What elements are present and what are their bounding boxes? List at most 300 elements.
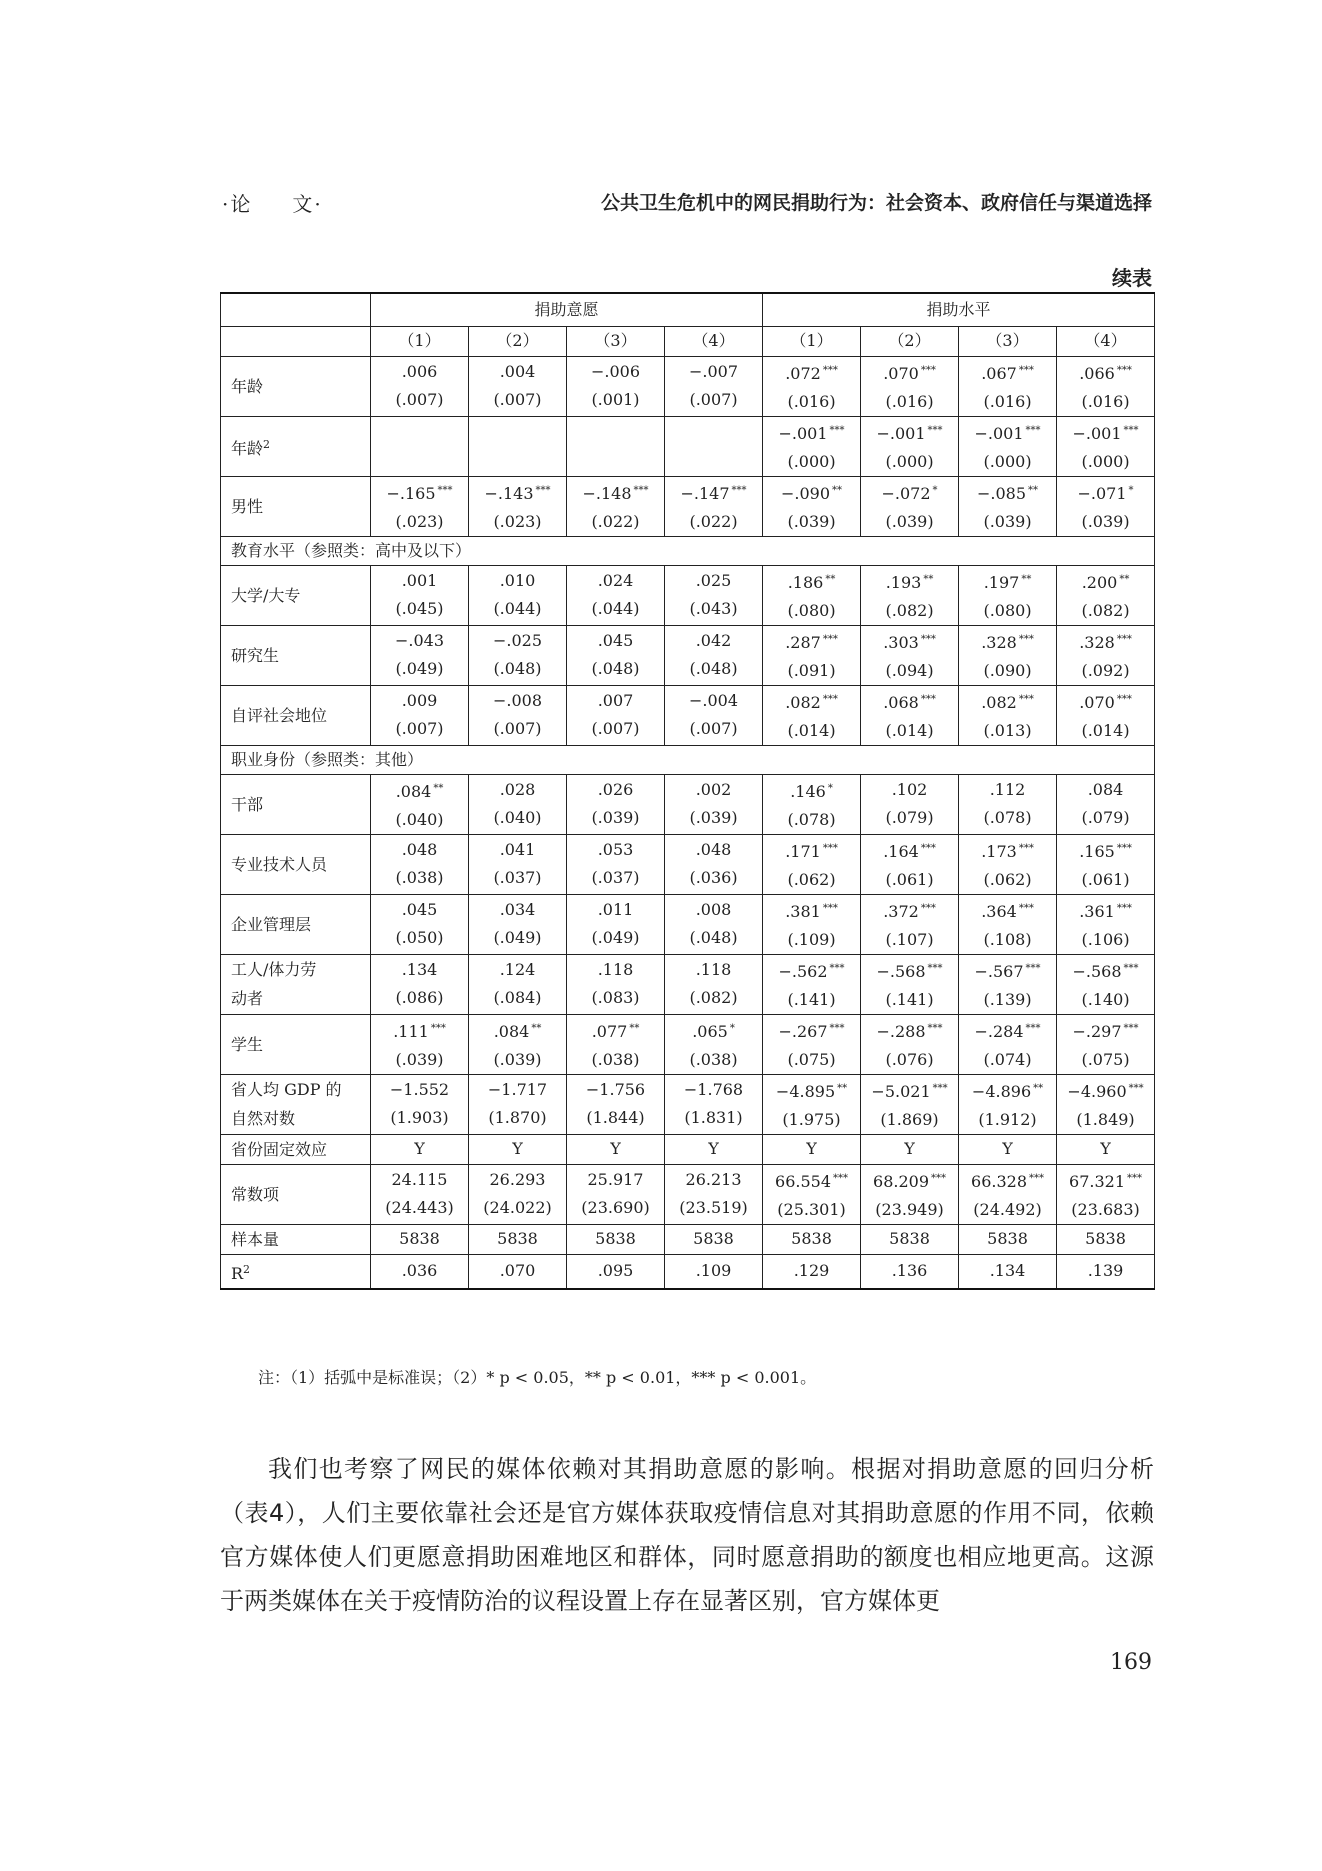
coefficient-line (1057, 1015, 1154, 1046)
row-label: 省人均 GDP 的 (231, 1080, 342, 1099)
significance-stars: *** (731, 484, 747, 496)
coefficient: −.288 (876, 1021, 926, 1041)
row-label-cell (221, 625, 371, 685)
value-cell: .036 (371, 1254, 469, 1289)
coefficient: .124 (499, 960, 536, 979)
standard-error: (.082) (689, 988, 738, 1007)
coefficient-line (665, 956, 762, 984)
value-cell: Y (371, 1134, 469, 1164)
section-label-cell: 教育水平（参照类：高中及以下） (221, 536, 1155, 565)
coefficient-line (371, 567, 468, 595)
coefficient-line (665, 358, 762, 386)
estimate-cell (959, 954, 1057, 1014)
estimate-cell (665, 1074, 763, 1134)
estimate-cell (1057, 954, 1155, 1014)
standard-error: (.106) (1081, 929, 1130, 949)
row-label: 研究生 (231, 645, 280, 665)
row-label: 年龄 (231, 376, 264, 396)
coefficient: .303 (883, 632, 919, 652)
standard-error: (.000) (1081, 451, 1130, 471)
model-header: （1） (763, 326, 861, 356)
estimate-cell (959, 416, 1057, 476)
estimate-cell (371, 834, 469, 894)
standard-error: (1.869) (880, 1109, 939, 1129)
significance-stars: *** (1123, 1022, 1139, 1034)
coefficient: −.284 (974, 1021, 1024, 1041)
significance-stars: *** (1018, 902, 1034, 914)
coefficient-line (665, 477, 762, 508)
significance-stars: ** (837, 1082, 848, 1094)
coefficient: .112 (989, 780, 1026, 799)
coefficient: .048 (401, 840, 438, 859)
standard-error: (.074) (983, 1049, 1032, 1069)
running-header (222, 188, 1152, 218)
standard-error: (.049) (493, 928, 542, 947)
significance-stars: *** (829, 424, 845, 436)
coefficient: .026 (597, 780, 634, 799)
coefficient-line (665, 896, 762, 924)
standard-error: (.038) (591, 1049, 640, 1069)
value-cell: .070 (469, 1254, 567, 1289)
coefficient-line (567, 836, 664, 864)
coefficient-line (861, 776, 958, 804)
standard-error: (.045) (395, 599, 444, 618)
standard-error: (24.443) (385, 1198, 454, 1217)
row-label-cell (221, 476, 371, 536)
value-cell: 5838 (959, 1224, 1057, 1254)
row-label-cell (221, 1164, 371, 1224)
coefficient-line (959, 955, 1056, 986)
estimate-cell (371, 1164, 469, 1224)
estimate-cell (763, 954, 861, 1014)
standard-error: (.140) (1081, 989, 1130, 1009)
coefficient-line (861, 357, 958, 388)
significance-stars: *** (822, 842, 838, 854)
coefficient: .077 (591, 1021, 628, 1041)
estimate-cell (371, 685, 469, 745)
standard-error: (.092) (1081, 660, 1130, 680)
estimate-cell (371, 416, 469, 476)
coefficient-line (959, 1075, 1056, 1106)
table-row (221, 1014, 1155, 1074)
coefficient-line (567, 1015, 664, 1046)
value-cell: 5838 (861, 1224, 959, 1254)
value-cell: Y (959, 1134, 1057, 1164)
table-row (221, 685, 1155, 745)
regression-table (220, 292, 1155, 1290)
estimate-cell (959, 476, 1057, 536)
estimate-cell (763, 476, 861, 536)
coefficient: −.085 (977, 483, 1027, 503)
standard-error: (.083) (591, 988, 640, 1007)
page-number: 169 (1110, 1650, 1152, 1675)
standard-error: (.013) (983, 720, 1032, 740)
table-row (221, 1254, 1155, 1289)
coefficient-line (861, 1165, 958, 1196)
coefficient: .193 (885, 572, 922, 592)
coefficient-line (1057, 357, 1154, 388)
row-label: 常数项 (231, 1184, 280, 1204)
significance-stars: ** (825, 573, 836, 585)
estimate-cell (861, 356, 959, 416)
standard-error: (.061) (885, 869, 934, 889)
coefficient: .082 (981, 692, 1017, 712)
coefficient-line (1057, 566, 1154, 597)
estimate-cell (861, 1164, 959, 1224)
table-row (221, 1164, 1155, 1224)
estimate-cell (1057, 1074, 1155, 1134)
coefficient: .041 (499, 840, 536, 859)
estimate-cell (861, 954, 959, 1014)
estimate-cell (371, 565, 469, 625)
significance-stars: *** (822, 633, 838, 645)
standard-error: (.022) (591, 511, 640, 531)
coefficient-line (665, 567, 762, 595)
estimate-cell (861, 1074, 959, 1134)
group-header-row (221, 293, 1155, 326)
coefficient-line (763, 1015, 860, 1046)
coefficient: .102 (891, 780, 928, 799)
row-label-cell (221, 1254, 371, 1289)
estimate-cell (959, 356, 1057, 416)
coefficient-line (959, 417, 1056, 448)
value-cell: 5838 (469, 1224, 567, 1254)
significance-stars: *** (1116, 902, 1132, 914)
standard-error: (.038) (395, 868, 444, 887)
coefficient-line (959, 686, 1056, 717)
estimate-cell (469, 954, 567, 1014)
standard-error: (.082) (1081, 600, 1130, 620)
row-label-cell (221, 416, 371, 476)
table-note: 注：（1）括弧中是标准误；（2）* p < 0.05，** p < 0.01，*** p < 0.001。 (258, 1368, 817, 1387)
standard-error: (.076) (885, 1049, 934, 1069)
estimate-cell (1057, 356, 1155, 416)
coefficient: .001 (401, 571, 438, 590)
standard-error: (1.844) (586, 1108, 645, 1127)
table-row (221, 1224, 1155, 1254)
coefficient-line (763, 955, 860, 986)
standard-error: (.023) (395, 511, 444, 531)
estimate-cell (469, 625, 567, 685)
estimate-cell (959, 774, 1057, 834)
coefficient-line (1057, 776, 1154, 804)
value-cell: .136 (861, 1254, 959, 1289)
value-cell: Y (469, 1134, 567, 1164)
header-corner (221, 293, 371, 326)
coefficient: −4.960 (1067, 1081, 1127, 1101)
coefficient: 25.917 (587, 1170, 644, 1189)
estimate-cell (567, 565, 665, 625)
significance-stars: *** (1116, 633, 1132, 645)
model-header: （4） (665, 326, 763, 356)
estimate-cell (1057, 416, 1155, 476)
significance-stars: *** (1127, 1172, 1143, 1184)
estimate-cell (469, 356, 567, 416)
coefficient-line (469, 687, 566, 715)
estimate-cell (469, 565, 567, 625)
coefficient-line (763, 895, 860, 926)
value-cell: .134 (959, 1254, 1057, 1289)
coefficient-line (665, 1076, 762, 1104)
significance-stars: *** (920, 842, 936, 854)
coefficient: −.001 (778, 423, 828, 443)
coefficient-line (469, 358, 566, 386)
coefficient-line (1057, 626, 1154, 657)
coefficient-line (665, 776, 762, 804)
coefficient-line (763, 1165, 860, 1196)
table-row (221, 356, 1155, 416)
estimate-cell (665, 954, 763, 1014)
coefficient: .011 (597, 900, 634, 919)
coefficient: −.001 (974, 423, 1024, 443)
coefficient: −.148 (582, 483, 632, 503)
estimate-cell (567, 356, 665, 416)
coefficient-line (959, 776, 1056, 804)
significance-stars: * (827, 782, 833, 794)
coefficient-line (861, 417, 958, 448)
coefficient-line (763, 417, 860, 448)
estimate-cell (665, 1164, 763, 1224)
coefficient-line (567, 477, 664, 508)
coefficient: −.090 (781, 483, 831, 503)
standard-error: (.040) (493, 808, 542, 827)
coefficient-line (861, 477, 958, 508)
coefficient: .084 (493, 1021, 530, 1041)
standard-error: (1.831) (684, 1108, 743, 1127)
estimate-cell (665, 1014, 763, 1074)
standard-error: (.090) (983, 660, 1032, 680)
significance-stars: *** (1025, 1022, 1041, 1034)
standard-error: (1.912) (978, 1109, 1037, 1129)
coefficient: −.007 (688, 362, 739, 381)
estimate-cell (763, 416, 861, 476)
estimate-cell (371, 476, 469, 536)
row-label: 年龄 (231, 438, 264, 458)
standard-error: (.016) (885, 391, 934, 411)
coefficient-line (861, 955, 958, 986)
significance-stars: *** (822, 364, 838, 376)
significance-stars: *** (920, 902, 936, 914)
significance-stars: *** (920, 633, 936, 645)
standard-error: (.048) (689, 659, 738, 678)
coefficient-line (567, 627, 664, 655)
row-label-cell (221, 774, 371, 834)
standard-error: (24.022) (483, 1198, 552, 1217)
coefficient: 26.293 (489, 1170, 546, 1189)
estimate-cell (1057, 625, 1155, 685)
value-cell: .095 (567, 1254, 665, 1289)
model-header: （2） (469, 326, 567, 356)
coefficient-line (861, 1075, 958, 1106)
coefficient-line (469, 567, 566, 595)
significance-stars: ** (1033, 1082, 1044, 1094)
coefficient: −1.717 (487, 1080, 548, 1099)
model-header: （1） (371, 326, 469, 356)
standard-error: (.007) (395, 719, 444, 738)
estimate-cell (959, 1164, 1057, 1224)
table-row (221, 954, 1155, 1014)
standard-error: (.007) (689, 719, 738, 738)
coefficient-line (371, 358, 468, 386)
coefficient: −.004 (688, 691, 739, 710)
standard-error: (.043) (689, 599, 738, 618)
estimate-cell (371, 625, 469, 685)
standard-error: (.014) (1081, 720, 1130, 740)
section-label (222, 188, 323, 217)
coefficient-line (763, 626, 860, 657)
coefficient-line (469, 627, 566, 655)
row-label-cell (221, 1224, 371, 1254)
coefficient-line (763, 686, 860, 717)
coefficient-line (567, 1166, 664, 1194)
coefficient: −.008 (492, 691, 543, 710)
coefficient-line (371, 956, 468, 984)
coefficient: .034 (499, 900, 536, 919)
coefficient-line (567, 567, 664, 595)
coefficient: .007 (597, 691, 634, 710)
significance-stars: *** (1029, 1172, 1044, 1184)
coefficient-line (959, 357, 1056, 388)
table-row (221, 565, 1155, 625)
standard-error: (23.683) (1071, 1199, 1140, 1219)
coefficient-line (763, 1075, 860, 1106)
coefficient-line (959, 626, 1056, 657)
coefficient: .118 (695, 960, 732, 979)
estimate-cell (567, 1014, 665, 1074)
coefficient-line (1057, 835, 1154, 866)
model-header: （4） (1057, 326, 1155, 356)
coefficient-line (567, 956, 664, 984)
standard-error: (.038) (689, 1049, 738, 1069)
standard-error: (.109) (787, 929, 836, 949)
estimate-cell (665, 416, 763, 476)
significance-stars: * (932, 484, 938, 496)
coefficient: .053 (597, 840, 634, 859)
estimate-cell (371, 774, 469, 834)
coefficient: .171 (785, 841, 821, 861)
value-cell: Y (567, 1134, 665, 1164)
coefficient-line (959, 895, 1056, 926)
standard-error: (.141) (885, 989, 934, 1009)
coefficient: .042 (695, 631, 732, 650)
significance-stars: *** (927, 1022, 943, 1034)
estimate-cell (665, 565, 763, 625)
estimate-cell (567, 1074, 665, 1134)
row-label: R (231, 1263, 244, 1283)
coefficient-line (959, 1015, 1056, 1046)
coefficient: .024 (597, 571, 634, 590)
standard-error: (.023) (493, 511, 542, 531)
estimate-cell (959, 1074, 1057, 1134)
significance-stars: * (729, 1022, 735, 1034)
table-row (221, 774, 1155, 834)
section-label-cell: 职业身份（参照类：其他） (221, 745, 1155, 774)
group-header-willingness: 捐助意愿 (371, 293, 763, 326)
coefficient: .328 (981, 632, 1017, 652)
estimate-cell (371, 1074, 469, 1134)
coefficient: .004 (499, 362, 536, 381)
significance-stars: *** (1018, 842, 1034, 854)
standard-error: (.044) (493, 599, 542, 618)
significance-stars: *** (535, 484, 551, 496)
row-label-cell (221, 1074, 371, 1134)
coefficient-line (469, 1166, 566, 1194)
coefficient: 67.321 (1069, 1171, 1126, 1191)
section-label-part-2: 文· (292, 192, 323, 216)
row-label-superscript: 2 (263, 437, 271, 451)
coefficient: −.562 (778, 961, 828, 981)
coefficient-line (567, 1076, 664, 1104)
coefficient: −.297 (1072, 1021, 1122, 1041)
estimate-cell (959, 685, 1057, 745)
coefficient: .111 (393, 1021, 429, 1041)
estimate-cell (959, 1014, 1057, 1074)
row-label-cell (221, 894, 371, 954)
coefficient-line (371, 687, 468, 715)
row-label-line-2: 动者 (231, 989, 264, 1008)
row-label: 省份固定效应 (231, 1139, 328, 1159)
standard-error: (.108) (983, 929, 1032, 949)
coefficient: .197 (983, 572, 1020, 592)
coefficient: .134 (401, 960, 438, 979)
estimate-cell (861, 416, 959, 476)
standard-error: (.014) (885, 720, 934, 740)
coefficient-line (861, 686, 958, 717)
table-continued-label: 续表 (1112, 266, 1152, 290)
coefficient: −4.896 (971, 1081, 1032, 1101)
significance-stars: ** (433, 782, 444, 794)
coefficient-line (861, 626, 958, 657)
standard-error: (25.301) (777, 1199, 846, 1219)
coefficient: −.025 (492, 631, 543, 650)
table-row (221, 1134, 1155, 1164)
estimate-cell (763, 685, 861, 745)
standard-error: (.016) (983, 391, 1032, 411)
coefficient: .084 (395, 781, 432, 801)
coefficient-line (1057, 417, 1154, 448)
coefficient-line (1057, 955, 1154, 986)
coefficient-line (665, 836, 762, 864)
standard-error: (.141) (787, 989, 836, 1009)
coefficient: −.267 (778, 1021, 828, 1041)
coefficient-line (1057, 1165, 1154, 1196)
standard-error: (.049) (395, 659, 444, 678)
standard-error: (.080) (983, 600, 1032, 620)
significance-stars: *** (1116, 842, 1132, 854)
significance-stars: *** (822, 902, 838, 914)
significance-stars: *** (1116, 693, 1132, 705)
estimate-cell (469, 1164, 567, 1224)
coefficient-line (861, 835, 958, 866)
coefficient-line (567, 358, 664, 386)
standard-error: (.075) (1081, 1049, 1130, 1069)
coefficient: .361 (1079, 901, 1115, 921)
coefficient: 24.115 (391, 1170, 448, 1189)
estimate-cell (567, 625, 665, 685)
estimate-cell (469, 894, 567, 954)
standard-error: (.084) (493, 988, 542, 1007)
coefficient: .072 (785, 363, 821, 383)
coefficient: .118 (597, 960, 634, 979)
running-title: 公共卫生危机中的网民捐助行为：社会资本、政府信任与渠道选择 (600, 192, 1152, 214)
coefficient: .070 (883, 363, 919, 383)
significance-stars: *** (437, 484, 453, 496)
significance-stars: *** (829, 962, 845, 974)
row-label: 干部 (231, 794, 264, 814)
group-header-level: 捐助水平 (763, 293, 1155, 326)
standard-error: (.039) (493, 1049, 542, 1069)
row-label: 专业技术人员 (231, 854, 328, 874)
